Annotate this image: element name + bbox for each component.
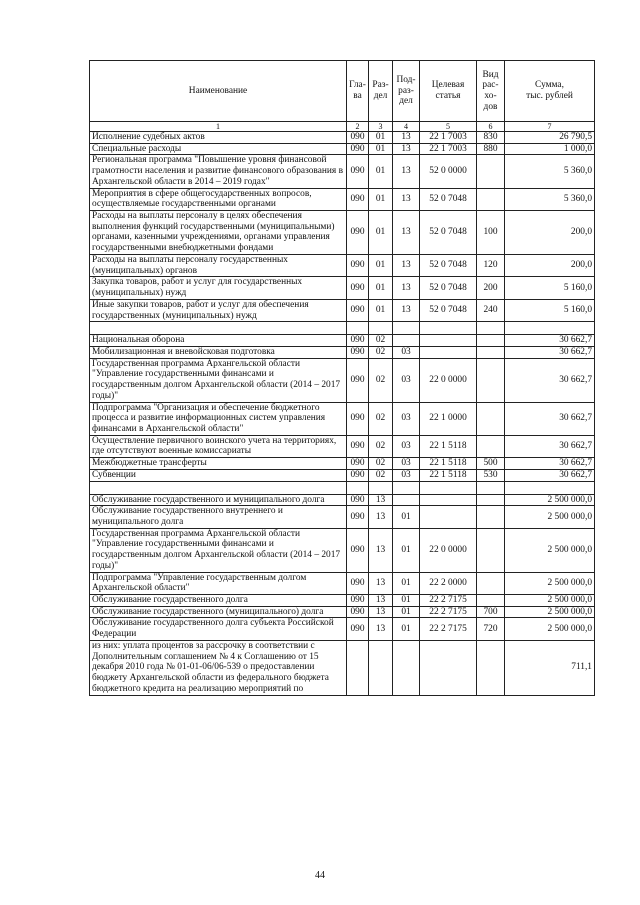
- cell-sum: 200,0: [505, 254, 595, 276]
- cell-vid: 720: [477, 618, 505, 640]
- cell-podrazdel: 13: [393, 254, 420, 276]
- header-razdel: Раз- дел: [369, 61, 393, 122]
- cell-glava: 090: [347, 335, 369, 347]
- cell-sum: 2 500 000,0: [505, 595, 595, 607]
- table-row: [90, 528, 595, 572]
- cell-razdel: 01: [369, 254, 393, 276]
- cell-vid: 200: [477, 277, 505, 299]
- table-row: [90, 299, 595, 321]
- cell-statya: 22 0 0000: [420, 528, 477, 572]
- cell-podrazdel: 01: [393, 506, 420, 528]
- cell-name: Осуществление первичного воинского учета на территориях, где отсутствуют военные комиссариаты: [90, 435, 347, 457]
- cell-razdel: 13: [369, 595, 393, 607]
- table-body: [90, 132, 595, 641]
- cell-glava: 090: [347, 435, 369, 457]
- cell-sum: [505, 322, 595, 335]
- cell-sum: [505, 481, 595, 494]
- table-row: [90, 132, 595, 144]
- cell-vid: 240: [477, 299, 505, 321]
- cell-statya: 22 0 0000: [420, 358, 477, 402]
- cell-name: Обслуживание государственного внутреннего и муниципального долга: [90, 506, 347, 528]
- cell-podrazdel: 01: [393, 572, 420, 594]
- column-number: 5: [420, 122, 477, 132]
- table-row: [90, 254, 595, 276]
- cell-vid: [477, 402, 505, 435]
- cell-glava: 090: [347, 346, 369, 358]
- cell-sum: 2 500 000,0: [505, 494, 595, 506]
- cell-name: Обслуживание государственного и муниципального долга: [90, 494, 347, 506]
- cell-name: Специальные расходы: [90, 143, 347, 155]
- cell-name: [90, 481, 347, 494]
- header-vid: Вид рас- хо- дов: [477, 61, 505, 122]
- cell-statya: [420, 335, 477, 347]
- cell-statya: 52 0 0000: [420, 155, 477, 188]
- cell-glava: 090: [347, 211, 369, 255]
- cell-glava: 090: [347, 143, 369, 155]
- cell-razdel: 13: [369, 606, 393, 618]
- header-summa: Сумма, тыс. рублей: [505, 61, 595, 122]
- cell-podrazdel: 03: [393, 469, 420, 481]
- table-row: [90, 335, 595, 347]
- cell-statya: 52 0 7048: [420, 277, 477, 299]
- cell-sum: 30 662,7: [505, 435, 595, 457]
- cell-vid: 880: [477, 143, 505, 155]
- cell-vid: [477, 335, 505, 347]
- cell-podrazdel: 13: [393, 277, 420, 299]
- cell-sum: 5 160,0: [505, 277, 595, 299]
- cell-name: Государственная программа Архангельской области "Управление государственными финансами и государственным долгом Архангельской области (2014 – 2017 годы)": [90, 528, 347, 572]
- cell-podrazdel: [393, 322, 420, 335]
- note-row: [90, 640, 595, 695]
- cell-sum: 5 160,0: [505, 299, 595, 321]
- cell-glava: 090: [347, 132, 369, 144]
- column-number: 2: [347, 122, 369, 132]
- header-statya: Целевая статья: [420, 61, 477, 122]
- cell-razdel: 13: [369, 494, 393, 506]
- cell-razdel: 01: [369, 143, 393, 155]
- cell-statya: 22 2 7175: [420, 606, 477, 618]
- cell-glava: 090: [347, 595, 369, 607]
- cell-razdel: 02: [369, 358, 393, 402]
- cell-name: Подпрограмма "Управление государственным долгом Архангельской области": [90, 572, 347, 594]
- cell-name: Обслуживание государственного долга: [90, 595, 347, 607]
- table-row: [90, 469, 595, 481]
- cell-name: Иные закупки товаров, работ и услуг для обеспечения государственных (муниципальных) нужд: [90, 299, 347, 321]
- cell-name: Обслуживание государственного долга субъекта Российской Федерации: [90, 618, 347, 640]
- note-text: из них: уплата процентов за рассрочку в соответствии с Дополнительным соглашением № 4 к Соглашению от 15 декабря 2010 года № 01-01-06/06-539 о предоставлении бюджету Архангельской области из федерального бюджета бюджетного кредита на реализацию мероприятий по: [90, 640, 347, 695]
- cell-podrazdel: 13: [393, 143, 420, 155]
- cell-razdel: 02: [369, 346, 393, 358]
- cell-glava: [347, 640, 369, 695]
- cell-vid: [477, 481, 505, 494]
- cell-name: Закупка товаров, работ и услуг для государственных (муниципальных) нужд: [90, 277, 347, 299]
- table-row: [90, 435, 595, 457]
- cell-name: Государственная программа Архангельской области "Управление государственными финансами и государственным долгом Архангельской области (2014 – 2017 годы)": [90, 358, 347, 402]
- cell-sum: 1 000,0: [505, 143, 595, 155]
- cell-podrazdel: 13: [393, 188, 420, 210]
- table-row: [90, 506, 595, 528]
- cell-sum: 2 500 000,0: [505, 572, 595, 594]
- table-row: [90, 211, 595, 255]
- cell-vid: [477, 506, 505, 528]
- cell-sum: 200,0: [505, 211, 595, 255]
- cell-sum: 30 662,7: [505, 458, 595, 470]
- cell-glava: 090: [347, 358, 369, 402]
- cell-name: Подпрограмма "Организация и обеспечение бюджетного процесса и развитие информационных систем управления финансами в Архангельской области": [90, 402, 347, 435]
- cell-razdel: 01: [369, 132, 393, 144]
- cell-vid: [477, 155, 505, 188]
- cell-vid: 700: [477, 606, 505, 618]
- cell-razdel: 01: [369, 155, 393, 188]
- cell-vid: [477, 528, 505, 572]
- cell-podrazdel: 03: [393, 458, 420, 470]
- table-row: [90, 155, 595, 188]
- cell-glava: 090: [347, 572, 369, 594]
- cell-glava: 090: [347, 458, 369, 470]
- cell-name: Мобилизационная и вневойсковая подготовка: [90, 346, 347, 358]
- cell-sum: 26 790,5: [505, 132, 595, 144]
- cell-razdel: 01: [369, 299, 393, 321]
- table-row: [90, 458, 595, 470]
- cell-name: Исполнение судебных актов: [90, 132, 347, 144]
- cell-podrazdel: [393, 494, 420, 506]
- cell-vid: 100: [477, 211, 505, 255]
- blank-row: [90, 322, 595, 335]
- cell-statya: 22 1 7003: [420, 132, 477, 144]
- header-name: Наименование: [90, 61, 347, 122]
- table-row: [90, 346, 595, 358]
- table-row: [90, 402, 595, 435]
- cell-statya: [420, 481, 477, 494]
- cell-podrazdel: 01: [393, 606, 420, 618]
- cell-vid: [477, 358, 505, 402]
- cell-sum: 30 662,7: [505, 358, 595, 402]
- column-number: 3: [369, 122, 393, 132]
- cell-glava: 090: [347, 254, 369, 276]
- cell-glava: 090: [347, 494, 369, 506]
- cell-statya: [420, 494, 477, 506]
- cell-glava: 090: [347, 188, 369, 210]
- cell-razdel: 01: [369, 188, 393, 210]
- cell-razdel: [369, 322, 393, 335]
- cell-vid: 530: [477, 469, 505, 481]
- cell-sum: 2 500 000,0: [505, 618, 595, 640]
- cell-razdel: [369, 640, 393, 695]
- cell-sum: 2 500 000,0: [505, 606, 595, 618]
- cell-podrazdel: 01: [393, 595, 420, 607]
- cell-podrazdel: 03: [393, 402, 420, 435]
- cell-glava: 090: [347, 506, 369, 528]
- cell-statya: 22 2 0000: [420, 572, 477, 594]
- cell-podrazdel: [393, 640, 420, 695]
- header-podrazdel: Под- раз- дел: [393, 61, 420, 122]
- cell-glava: 090: [347, 606, 369, 618]
- cell-razdel: 02: [369, 458, 393, 470]
- cell-razdel: 13: [369, 506, 393, 528]
- table-row: [90, 572, 595, 594]
- cell-razdel: 02: [369, 469, 393, 481]
- cell-sum: 30 662,7: [505, 346, 595, 358]
- header-glava: Гла- ва: [347, 61, 369, 122]
- cell-podrazdel: 03: [393, 346, 420, 358]
- cell-vid: 120: [477, 254, 505, 276]
- column-number: 1: [90, 122, 347, 132]
- cell-sum: 30 662,7: [505, 469, 595, 481]
- cell-podrazdel: 03: [393, 435, 420, 457]
- cell-vid: [477, 494, 505, 506]
- cell-razdel: 13: [369, 572, 393, 594]
- budget-table: [89, 60, 595, 696]
- column-number: 6: [477, 122, 505, 132]
- table-row: [90, 143, 595, 155]
- cell-statya: 22 2 7175: [420, 595, 477, 607]
- cell-sum: 5 360,0: [505, 188, 595, 210]
- cell-podrazdel: 01: [393, 528, 420, 572]
- table-row: [90, 358, 595, 402]
- cell-statya: [420, 640, 477, 695]
- cell-statya: 22 1 7003: [420, 143, 477, 155]
- cell-glava: 090: [347, 155, 369, 188]
- blank-row: [90, 481, 595, 494]
- cell-vid: [477, 322, 505, 335]
- cell-name: Субвенции: [90, 469, 347, 481]
- cell-statya: 22 1 5118: [420, 469, 477, 481]
- cell-sum: 30 662,7: [505, 402, 595, 435]
- cell-podrazdel: 13: [393, 299, 420, 321]
- cell-glava: [347, 481, 369, 494]
- cell-statya: 52 0 7048: [420, 211, 477, 255]
- cell-podrazdel: 13: [393, 132, 420, 144]
- cell-vid: [477, 346, 505, 358]
- table-row: [90, 277, 595, 299]
- cell-statya: 22 2 7175: [420, 618, 477, 640]
- cell-razdel: 02: [369, 335, 393, 347]
- cell-name: Национальная оборона: [90, 335, 347, 347]
- cell-glava: 090: [347, 528, 369, 572]
- cell-glava: 090: [347, 402, 369, 435]
- header-row: [90, 61, 595, 122]
- cell-statya: [420, 346, 477, 358]
- cell-vid: 830: [477, 132, 505, 144]
- cell-name: [90, 322, 347, 335]
- cell-vid: [477, 188, 505, 210]
- cell-name: Мероприятия в сфере общегосударственных вопросов, осуществляемые государственными органами: [90, 188, 347, 210]
- cell-name: Расходы на выплаты персоналу в целях обеспечения выполнения функций государственными (муниципальными) органами, казенными учреждениями, органами управления государственными внебюджетными фондами: [90, 211, 347, 255]
- cell-statya: 22 1 5118: [420, 458, 477, 470]
- cell-podrazdel: 13: [393, 155, 420, 188]
- note-body: [90, 640, 595, 695]
- cell-podrazdel: 03: [393, 358, 420, 402]
- cell-glava: 090: [347, 469, 369, 481]
- cell-razdel: 13: [369, 618, 393, 640]
- cell-vid: [477, 595, 505, 607]
- column-number-row: [90, 122, 595, 132]
- cell-razdel: 13: [369, 528, 393, 572]
- cell-podrazdel: 13: [393, 211, 420, 255]
- cell-glava: 090: [347, 299, 369, 321]
- cell-razdel: 01: [369, 277, 393, 299]
- cell-statya: 52 0 7048: [420, 299, 477, 321]
- table-row: [90, 606, 595, 618]
- cell-sum: 2 500 000,0: [505, 528, 595, 572]
- cell-statya: 52 0 7048: [420, 254, 477, 276]
- table-row: [90, 618, 595, 640]
- cell-vid: [477, 572, 505, 594]
- cell-vid: 500: [477, 458, 505, 470]
- cell-sum: 2 500 000,0: [505, 506, 595, 528]
- cell-name: Межбюджетные трансферты: [90, 458, 347, 470]
- table-row: [90, 595, 595, 607]
- cell-statya: 52 0 7048: [420, 188, 477, 210]
- cell-razdel: [369, 481, 393, 494]
- note-sum: 711,1: [505, 640, 595, 695]
- cell-name: Региональная программа "Повышение уровня финансовой грамотности населения и развитие финансового образования в Архангельской области в 2014 – 2019 годах": [90, 155, 347, 188]
- cell-sum: 30 662,7: [505, 335, 595, 347]
- cell-name: Расходы на выплаты персоналу государственных (муниципальных) органов: [90, 254, 347, 276]
- cell-glava: 090: [347, 277, 369, 299]
- cell-name: Обслуживание государственного (муниципального) долга: [90, 606, 347, 618]
- column-number: 7: [505, 122, 595, 132]
- column-number: 4: [393, 122, 420, 132]
- cell-glava: [347, 322, 369, 335]
- cell-statya: [420, 322, 477, 335]
- table-row: [90, 188, 595, 210]
- cell-podrazdel: [393, 481, 420, 494]
- cell-podrazdel: [393, 335, 420, 347]
- cell-statya: [420, 506, 477, 528]
- table-row: [90, 494, 595, 506]
- cell-vid: [477, 640, 505, 695]
- cell-sum: 5 360,0: [505, 155, 595, 188]
- cell-razdel: 01: [369, 211, 393, 255]
- cell-podrazdel: 01: [393, 618, 420, 640]
- cell-statya: 22 1 5118: [420, 435, 477, 457]
- cell-glava: 090: [347, 618, 369, 640]
- cell-razdel: 02: [369, 435, 393, 457]
- cell-razdel: 02: [369, 402, 393, 435]
- cell-vid: [477, 435, 505, 457]
- cell-statya: 22 1 0000: [420, 402, 477, 435]
- page-number: 44: [315, 870, 325, 881]
